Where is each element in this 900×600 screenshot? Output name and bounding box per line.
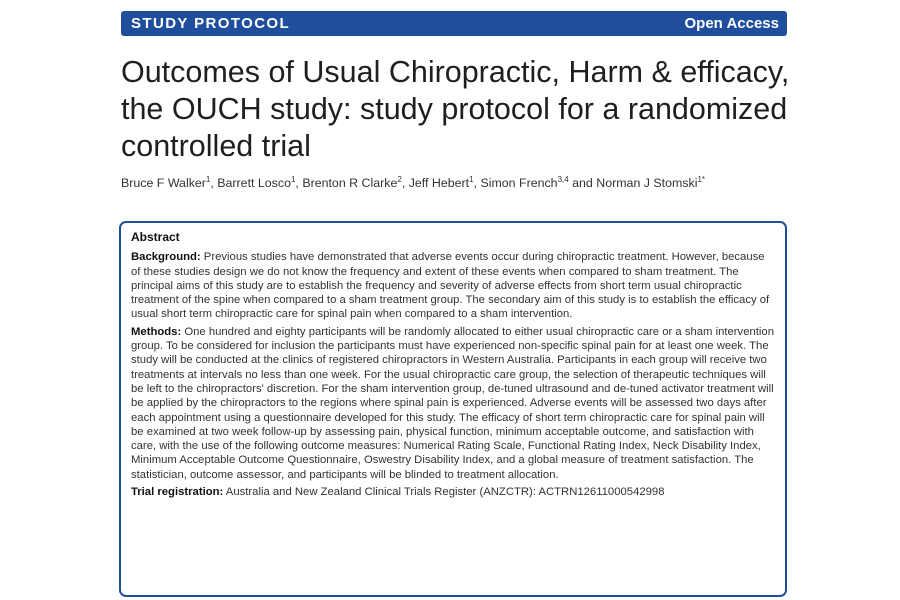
abstract-trial-registration xyxy=(131,485,775,499)
abstract-heading: Abstract xyxy=(131,230,180,244)
open-access-label: Open Access xyxy=(684,15,779,32)
background-text: Previous studies have demonstrated that adverse events occur during chiropractic treatment. However, because of these studies design we do not know the frequency and extent of these events when compared to sham treatment. The principal aims of this study are to establish the frequency and severity of adverse effects from short term usual chiropractic treatment of the spine when compared to a sham treatment group. The secondary aim of this study is to establish the efficacy of usual short term chiropractic care for spinal pain when compared to a sham intervention. xyxy=(131,251,770,321)
trial-registration-text: Australia and New Zealand Clinical Trials Register (ANZCTR): ACTRN12611000542998 xyxy=(223,486,665,499)
author: Simon French$^{3,4}$ and xyxy=(480,175,597,191)
author: Norman J Stomski$^{1*}$ xyxy=(596,175,706,191)
author: Jeff Hebert$^1$, xyxy=(408,175,481,191)
article-type-label: STUDY PROTOCOL xyxy=(131,15,291,32)
author-list xyxy=(121,175,801,190)
abstract-background xyxy=(131,250,775,321)
author: Brenton R Clarke$^2$, xyxy=(302,175,409,191)
abstract-methods xyxy=(131,325,775,482)
author: Bruce F Walker$^1$, xyxy=(121,175,218,191)
background-label: Background: xyxy=(131,251,201,264)
abstract-box xyxy=(119,221,787,597)
article-type-banner xyxy=(121,11,787,36)
article-title: Outcomes of Usual Chiropractic, Harm & efficacy, the OUCH study: study protocol for a randomized controlled trial xyxy=(121,55,790,163)
methods-text: One hundred and eighty participants will be randomly allocated to either usual chiropractic care or a sham intervention group. To be considered for inclusion the participants must have experienced non-specific spinal pain for at least one week. The study will be conducted at the clinics of registered chiropractors in Western Australia. Participants in each group will receive two treatments at intervals no less than one week. For the usual chiropractic care group, the selection of therapeutic techniques will be left to the chiropractors' discretion. For the sham intervention group, de-tuned ultrasound and de-tuned activator treatment will be applied by the chiropractors to the regions where spinal pain is experienced. Adverse events will be assessed two days after each appointment using a questionnaire developed for this study. The efficacy of short term chiropractic care for spinal pain will be examined at two week follow-up by assessing pain, physical function, minimum acceptable outcome, and satisfaction with care, with the use of the following outcome measures: Numerical Rating Scale, Functional Rating Index, Neck Disability Index, Minimum Acceptable Outcome Questionnaire, Oswestry Disability Index, and a global measure of treatment satisfaction. The statistician, outcome assessor, and participants will be blinded to treatment allocation. xyxy=(131,325,774,481)
methods-label: Methods: xyxy=(131,325,182,338)
trial-registration-label: Trial registration: xyxy=(131,486,224,499)
author: Barrett Losco$^1$, xyxy=(217,175,303,191)
